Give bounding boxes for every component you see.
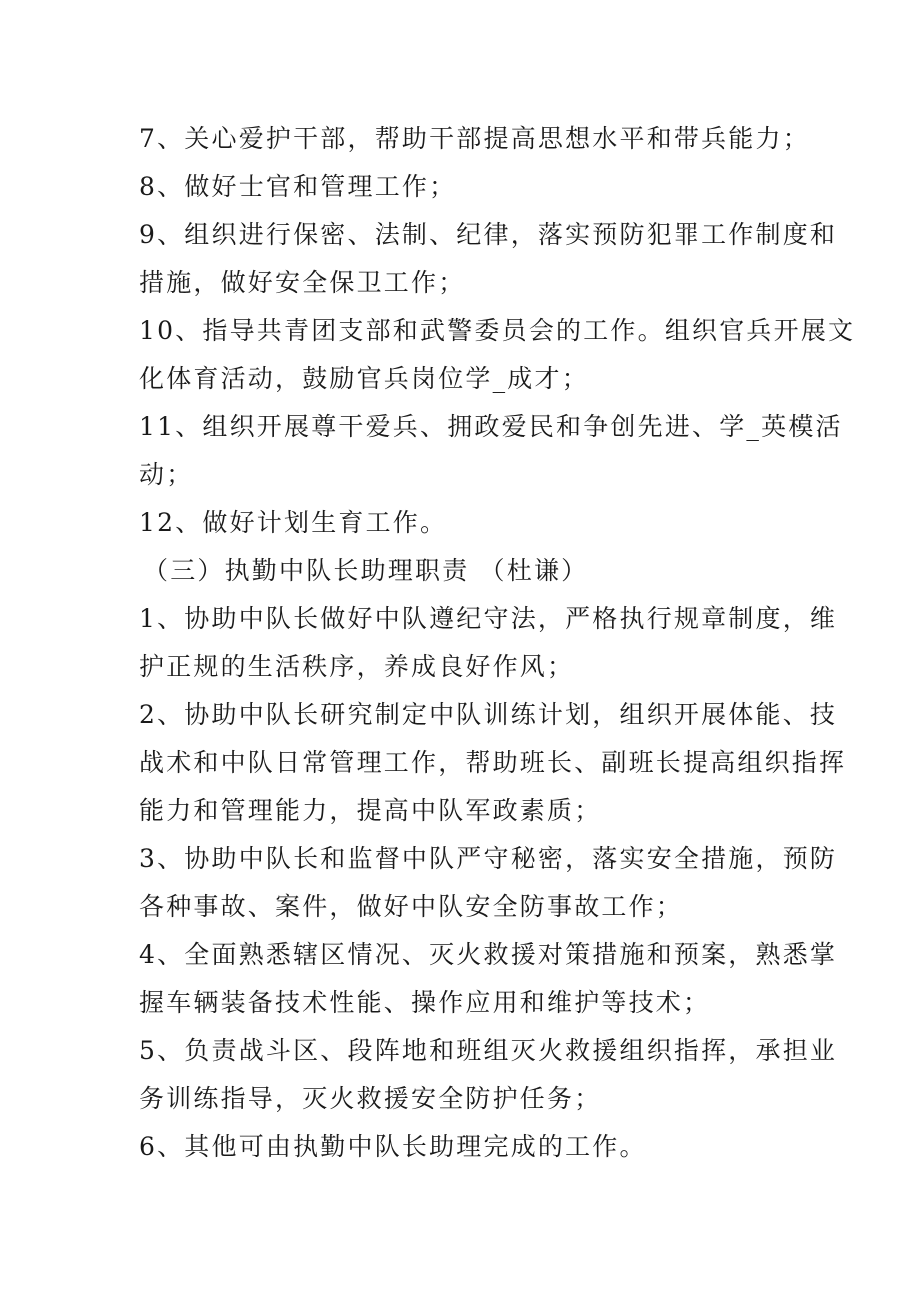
document-body <box>139 115 856 1171</box>
text-line: 握车辆装备技术性能、操作应用和维护等技术； <box>139 988 711 1017</box>
text-line: 各种事故、案件，做好中队安全防事故工作； <box>139 892 684 921</box>
text-line: 5、负责战斗区、段阵地和班组灭火救援组织指挥，承担业 <box>139 1036 838 1065</box>
text-line: 8、做好士官和管理工作； <box>139 172 457 201</box>
text-line: 9、组织进行保密、法制、纪律，落实预防犯罪工作制度和 <box>139 220 838 249</box>
text-line: 战术和中队日常管理工作，帮助班长、副班长提高组织指挥 <box>139 748 847 777</box>
text-line: 动； <box>139 460 194 489</box>
text-line: 措施，做好安全保卫工作； <box>139 268 466 297</box>
text-line: 3、协助中队长和监督中队严守秘密，落实安全措施，预防 <box>139 844 838 873</box>
text-line: 2、协助中队长研究制定中队训练计划，组织开展体能、技 <box>139 700 838 729</box>
text-line: 11、组织开展尊干爱兵、拥政爱民和争创先进、学_英模活 <box>139 412 843 441</box>
text-line: 能力和管理能力，提高中队军政素质； <box>139 796 602 825</box>
text-line: 4、全面熟悉辖区情况、灭火救援对策措施和预案，熟悉掌 <box>139 940 838 969</box>
text-line: 6、其他可由执勤中队长助理完成的工作。 <box>139 1132 647 1161</box>
text-line: 7、关心爱护干部，帮助干部提高思想水平和带兵能力； <box>139 124 810 153</box>
text-line: 10、指导共青团支部和武警委员会的工作。组织官兵开展文 <box>139 316 856 345</box>
text-line: 化体育活动，鼓励官兵岗位学_成才； <box>139 364 589 393</box>
section-heading: （三）执勤中队长助理职责 （杜谦） <box>143 556 589 585</box>
text-line: 护正规的生活秩序，养成良好作风； <box>139 652 575 681</box>
text-line: 12、做好计划生育工作。 <box>139 508 448 537</box>
text-line: 务训练指导，灭火救援安全防护任务； <box>139 1084 602 1113</box>
text-line: 1、协助中队长做好中队遵纪守法，严格执行规章制度，维 <box>139 604 838 633</box>
